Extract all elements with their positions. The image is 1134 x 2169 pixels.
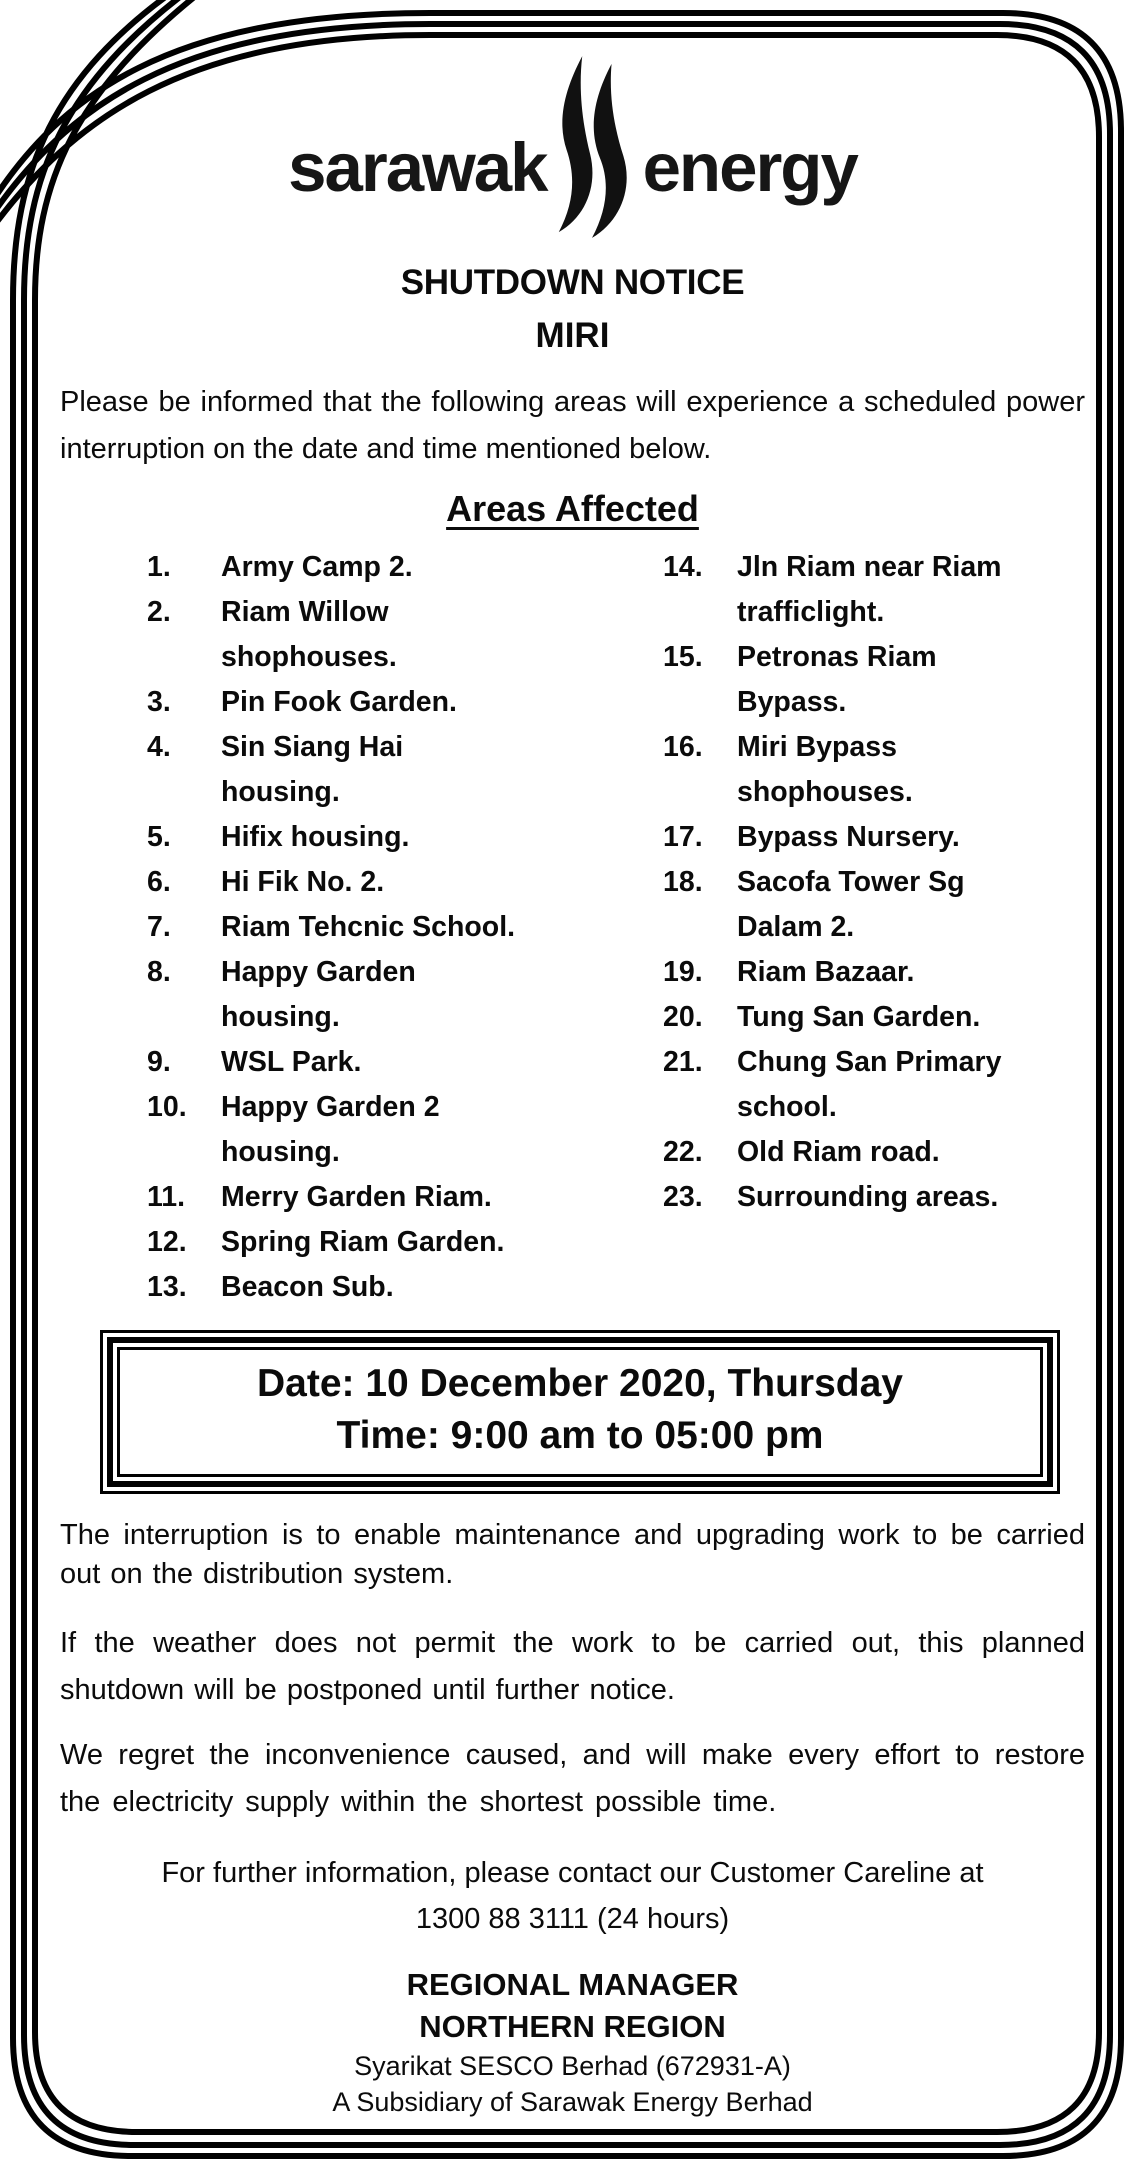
areas-list [60, 545, 1085, 1310]
list-item-number: 19. [663, 956, 703, 988]
list-item-text: Tung San Garden. [737, 1001, 981, 1033]
list-item-text: Old Riam road. [737, 1136, 940, 1168]
list-item-number: 22. [663, 1136, 703, 1168]
list-item-text: Riam Tehcnic School. [221, 911, 516, 943]
schedule-box-mid-border [107, 1337, 1053, 1487]
list-item [147, 1175, 576, 1220]
list-item-text: Happy Garden housing. [221, 956, 416, 1033]
list-item [663, 995, 1085, 1040]
schedule-time: Time: 9:00 am to 05:00 pm [336, 1414, 824, 1457]
paragraph-regret: We regret the inconvenience caused, and will make every effort to restore the electricity supply within the shortest possible time. [60, 1739, 1085, 1818]
list-item-text: Petronas Riam Bypass. [737, 641, 937, 718]
list-item-number: 8. [147, 956, 171, 988]
list-item-number: 4. [147, 731, 171, 763]
list-item-text: Sacofa Tower Sg Dalam 2. [737, 866, 965, 943]
list-item-number: 1. [147, 551, 171, 583]
paragraph-weather: If the weather does not permit the work to be carried out, this planned shutdown will be postponed until further notice. [60, 1627, 1085, 1706]
list-item [147, 1085, 576, 1175]
company-subsidiary: A Subsidiary of Sarawak Energy Berhad [332, 2087, 813, 2117]
list-item [147, 905, 576, 950]
logo-word-energy: energy [642, 128, 857, 206]
list-item [663, 1130, 1085, 1175]
notice-location: MIRI [535, 316, 610, 355]
list-item-number: 2. [147, 596, 171, 628]
list-item-text: Chung San Primary school. [737, 1046, 1002, 1123]
list-item [663, 950, 1085, 995]
contact-line: For further information, please contact our Customer Careline at [161, 1857, 984, 1889]
notice-title: SHUTDOWN NOTICE [400, 263, 745, 302]
list-item [147, 1220, 576, 1265]
list-item [663, 1040, 1085, 1130]
list-item-text: Hi Fik No. 2. [221, 866, 385, 898]
list-item-number: 6. [147, 866, 171, 898]
list-item-number: 12. [147, 1226, 187, 1258]
list-item [663, 725, 1085, 815]
contact-block [60, 1850, 1085, 1942]
list-item-number: 9. [147, 1046, 171, 1078]
careline-number: 1300 88 3111 (24 hours) [415, 1903, 730, 1935]
list-item-text: Beacon Sub. [221, 1271, 394, 1303]
list-item [147, 680, 576, 725]
areas-column-left [60, 545, 576, 1310]
list-item-number: 10. [147, 1091, 187, 1123]
list-item-text: Army Camp 2. [221, 551, 413, 583]
list-item-number: 17. [663, 821, 703, 853]
list-item-text: Jln Riam near Riam trafficlight. [737, 551, 1002, 628]
areas-affected-heading: Areas Affected [446, 488, 699, 529]
paragraph-maintenance: The interruption is to enable maintenance and upgrading work to be carried out on the distribution system. [60, 1519, 1085, 1590]
list-item-text: Spring Riam Garden. [221, 1226, 505, 1258]
list-item-text: Surrounding areas. [737, 1181, 999, 1213]
signatory-title: REGIONAL MANAGER [406, 1967, 739, 2002]
list-item-number: 7. [147, 911, 171, 943]
list-item-number: 16. [663, 731, 703, 763]
list-item [147, 1040, 576, 1085]
list-item-number: 23. [663, 1181, 703, 1213]
list-item [147, 1265, 576, 1310]
notice-content [60, 0, 1085, 2120]
list-item-text: Miri Bypass shophouses. [737, 731, 913, 808]
list-item-text: Hifix housing. [221, 821, 410, 853]
list-item-text: Happy Garden 2 housing. [221, 1091, 440, 1168]
list-item [147, 860, 576, 905]
list-item-text: Merry Garden Riam. [221, 1181, 492, 1213]
list-item [663, 815, 1085, 860]
list-item-number: 15. [663, 641, 703, 673]
intro-paragraph: Please be informed that the following areas will experience a scheduled power interruption on the date and time mentioned below. [60, 386, 1085, 465]
signature-block [60, 1964, 1085, 2120]
list-item-number: 20. [663, 1001, 703, 1033]
list-item [663, 545, 1085, 635]
list-item-number: 11. [147, 1181, 186, 1213]
areas-column-right [576, 545, 1085, 1310]
list-item [147, 815, 576, 860]
sarawak-energy-logo [60, 52, 1085, 242]
company-name: Syarikat SESCO Berhad (672931-A) [354, 2051, 791, 2081]
list-item-text: Pin Fook Garden. [221, 686, 457, 718]
list-item [147, 725, 576, 815]
body-paragraphs [60, 1516, 1085, 1826]
list-item [663, 1175, 1085, 1220]
list-item-text: Bypass Nursery. [737, 821, 960, 853]
list-item-text: WSL Park. [221, 1046, 362, 1078]
schedule-box-inner [117, 1347, 1043, 1477]
schedule-box [100, 1330, 1060, 1494]
list-item-number: 14. [663, 551, 703, 583]
list-item-number: 5. [147, 821, 171, 853]
list-item-text: Sin Siang Hai housing. [221, 731, 404, 808]
list-item [147, 590, 576, 680]
signatory-region: NORTHERN REGION [419, 2009, 726, 2044]
list-item-number: 18. [663, 866, 703, 898]
list-item [147, 545, 576, 590]
list-item [663, 860, 1085, 950]
logo-word-sarawak: sarawak [288, 128, 547, 206]
list-item-number: 13. [147, 1271, 187, 1303]
flame-icon [549, 54, 637, 240]
list-item-text: Riam Bazaar. [737, 956, 915, 988]
list-item [663, 635, 1085, 725]
list-item-text: Riam Willow shophouses. [221, 596, 397, 673]
list-item [147, 950, 576, 1040]
list-item-number: 21. [663, 1046, 703, 1078]
list-item-number: 3. [147, 686, 171, 718]
schedule-date: Date: 10 December 2020, Thursday [257, 1362, 903, 1405]
